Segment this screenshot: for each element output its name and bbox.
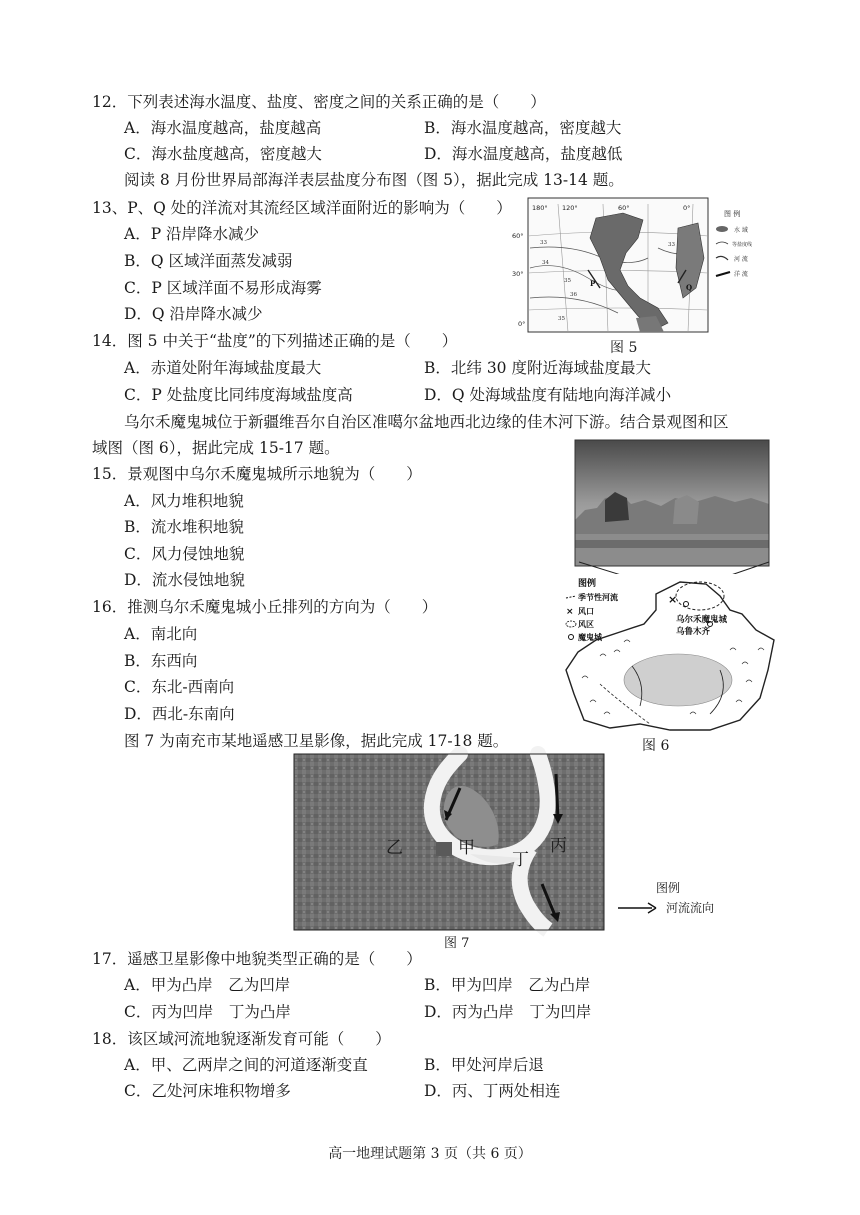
fig6-place-wuerhe: 乌尔禾魔鬼城 bbox=[676, 615, 728, 625]
q16-option-d: D．西北-东南向 bbox=[124, 705, 235, 723]
q12-option-b: B．海水温度越高，密度越大 bbox=[424, 119, 622, 137]
fig5-point-q: Q bbox=[686, 283, 693, 292]
figure-6-landscape-photo bbox=[575, 440, 769, 566]
arrow-icon bbox=[616, 900, 660, 916]
figure-5 bbox=[512, 198, 768, 338]
q17-option-c: C．丙为凹岸 丁为凸岸 bbox=[124, 1003, 291, 1021]
q12-option-c: C．海水盐度越高，密度越大 bbox=[124, 145, 322, 163]
svg-text:×: × bbox=[566, 607, 574, 617]
q17-option-d: D．丙为凸岸 丁为凹岸 bbox=[424, 1003, 592, 1021]
svg-text:×: × bbox=[668, 593, 678, 606]
q18-stem: 18．该区域河流地貌逐渐发育可能（ ） bbox=[92, 1030, 391, 1048]
fig5-iso-4: 36 bbox=[570, 292, 577, 298]
fig5-legend-water: 水 域 bbox=[734, 227, 748, 234]
fig6-place-urumqi: 乌鲁木齐 bbox=[676, 627, 711, 637]
fig7-legend-item: 河流流向 bbox=[666, 901, 715, 915]
fig5-point-p: P bbox=[590, 279, 596, 288]
q15-option-b: B．流水堆积地貌 bbox=[124, 518, 244, 536]
q12-option-d: D．海水温度越高，盐度越低 bbox=[424, 145, 623, 163]
q17-option-a: A．甲为凸岸 乙为凹岸 bbox=[124, 976, 291, 994]
fig5-lon-4: 0° bbox=[683, 204, 691, 212]
fig7-label-jia: 甲 bbox=[458, 838, 475, 858]
q14-option-b: B．北纬 30 度附近海域盐度最大 bbox=[424, 359, 651, 377]
fig5-lon-2: 120° bbox=[562, 204, 578, 212]
intro-17-18: 图 7 为南充市某地遥感卫星影像，据此完成 17-18 题。 bbox=[124, 732, 509, 750]
q14-option-a: A．赤道处附年海域盐度最大 bbox=[124, 359, 322, 377]
q15-option-a: A．风力堆积地貌 bbox=[124, 492, 244, 510]
fig5-lat-3: 0° bbox=[518, 320, 526, 328]
fig5-iso-1: 33 bbox=[540, 240, 547, 246]
q18-option-b: B．甲处河岸后退 bbox=[424, 1056, 544, 1074]
figure-5-caption: 图 5 bbox=[610, 340, 638, 356]
q13-option-a: A．P 沿岸降水减少 bbox=[124, 225, 260, 243]
q13-stem: 13、P、Q 处的洋流对其流经区域洋面附近的影响为（ ） bbox=[92, 199, 512, 217]
q16-stem: 16．推测乌尔禾魔鬼城小丘排列的方向为（ ） bbox=[92, 598, 438, 616]
fig5-lon-1: 180° bbox=[532, 204, 548, 212]
q14-option-d: D．Q 处海域盐度有陆地向海洋减小 bbox=[424, 386, 672, 404]
intro-15-17-line2: 域图（图 6），据此完成 15-17 题。 bbox=[92, 439, 340, 457]
fig7-label-yi: 乙 bbox=[386, 838, 403, 858]
fig6-legend-wind-gap: 风口 bbox=[578, 606, 594, 616]
q14-option-c: C．P 处盐度比同纬度海域盐度高 bbox=[124, 386, 353, 404]
q16-option-c: C．东北-西南向 bbox=[124, 678, 235, 696]
fig5-legend-isohaline: 等盐度线 bbox=[732, 242, 753, 248]
q17-stem: 17．遥感卫星影像中地貌类型正确的是（ ） bbox=[92, 950, 422, 968]
fig5-iso-2: 34 bbox=[542, 260, 549, 266]
q15-option-c: C．风力侵蚀地貌 bbox=[124, 545, 245, 563]
fig5-iso-3: 35 bbox=[564, 278, 571, 284]
intro-13-14: 阅读 8 月份世界局部海洋表层盐度分布图（图 5），据此完成 13-14 题。 bbox=[124, 171, 624, 189]
q18-option-d: D．丙、丁两处相连 bbox=[424, 1082, 561, 1100]
q18-option-c: C．乙处河床堆积物增多 bbox=[124, 1082, 291, 1100]
page-footer: 高一地理试题第 3 页（共 6 页） bbox=[328, 1146, 532, 1162]
figure-7-caption: 图 7 bbox=[444, 936, 470, 951]
q13-option-c: C．P 区域洋面不易形成海雾 bbox=[124, 279, 322, 297]
fig5-legend-title: 图 例 bbox=[724, 210, 741, 218]
fig6-legend-devil-city: 魔鬼城 bbox=[578, 632, 602, 642]
figure-6-region-map bbox=[560, 574, 778, 734]
fig5-legend-current: 洋 流 bbox=[734, 271, 748, 278]
fig5-lat-2: 30° bbox=[512, 270, 524, 278]
intro-15-17-line1: 乌尔禾魔鬼城位于新疆维吾尔自治区准噶尔盆地西北边缘的佳木河下游。结合景观图和区 bbox=[124, 413, 729, 431]
fig7-label-ding: 丁 bbox=[512, 850, 529, 870]
fig6-legend-seasonal-river: 季节性河流 bbox=[578, 592, 618, 602]
q12-stem: 12．下列表述海水温度、盐度、密度之间的关系正确的是（ ） bbox=[92, 93, 546, 111]
q14-stem: 14．图 5 中关于“盐度”的下列描述正确的是（ ） bbox=[92, 332, 458, 350]
fig5-legend-river: 河 流 bbox=[734, 256, 748, 263]
fig7-legend-title: 图例 bbox=[656, 881, 681, 895]
fig5-iso-5: 33 bbox=[668, 242, 675, 248]
fig5-lon-3: 60° bbox=[618, 204, 630, 212]
q13-option-d: D．Q 沿岸降水减少 bbox=[124, 305, 263, 323]
fig6-legend-title: 图例 bbox=[578, 579, 597, 589]
q18-option-a: A．甲、乙两岸之间的河道逐渐变直 bbox=[124, 1056, 368, 1074]
figure-7-satellite-image bbox=[294, 754, 604, 930]
q13-option-b: B．Q 区域洋面蒸发减弱 bbox=[124, 252, 293, 270]
q12-option-a: A．海水温度越高，盐度越高 bbox=[124, 119, 322, 137]
fig5-iso-6: 35 bbox=[558, 316, 565, 322]
q15-option-d: D．流水侵蚀地貌 bbox=[124, 571, 245, 589]
q16-option-b: B．东西向 bbox=[124, 652, 198, 670]
q15-stem: 15．景观图中乌尔禾魔鬼城所示地貌为（ ） bbox=[92, 465, 422, 483]
fig6-legend-wind-zone: 风区 bbox=[578, 619, 594, 629]
fig7-label-bing: 丙 bbox=[550, 836, 567, 856]
fig5-lat-1: 60° bbox=[512, 232, 524, 240]
q16-option-a: A．南北向 bbox=[124, 625, 198, 643]
figure-6-caption: 图 6 bbox=[642, 738, 670, 754]
q17-option-b: B．甲为凹岸 乙为凸岸 bbox=[424, 976, 591, 994]
